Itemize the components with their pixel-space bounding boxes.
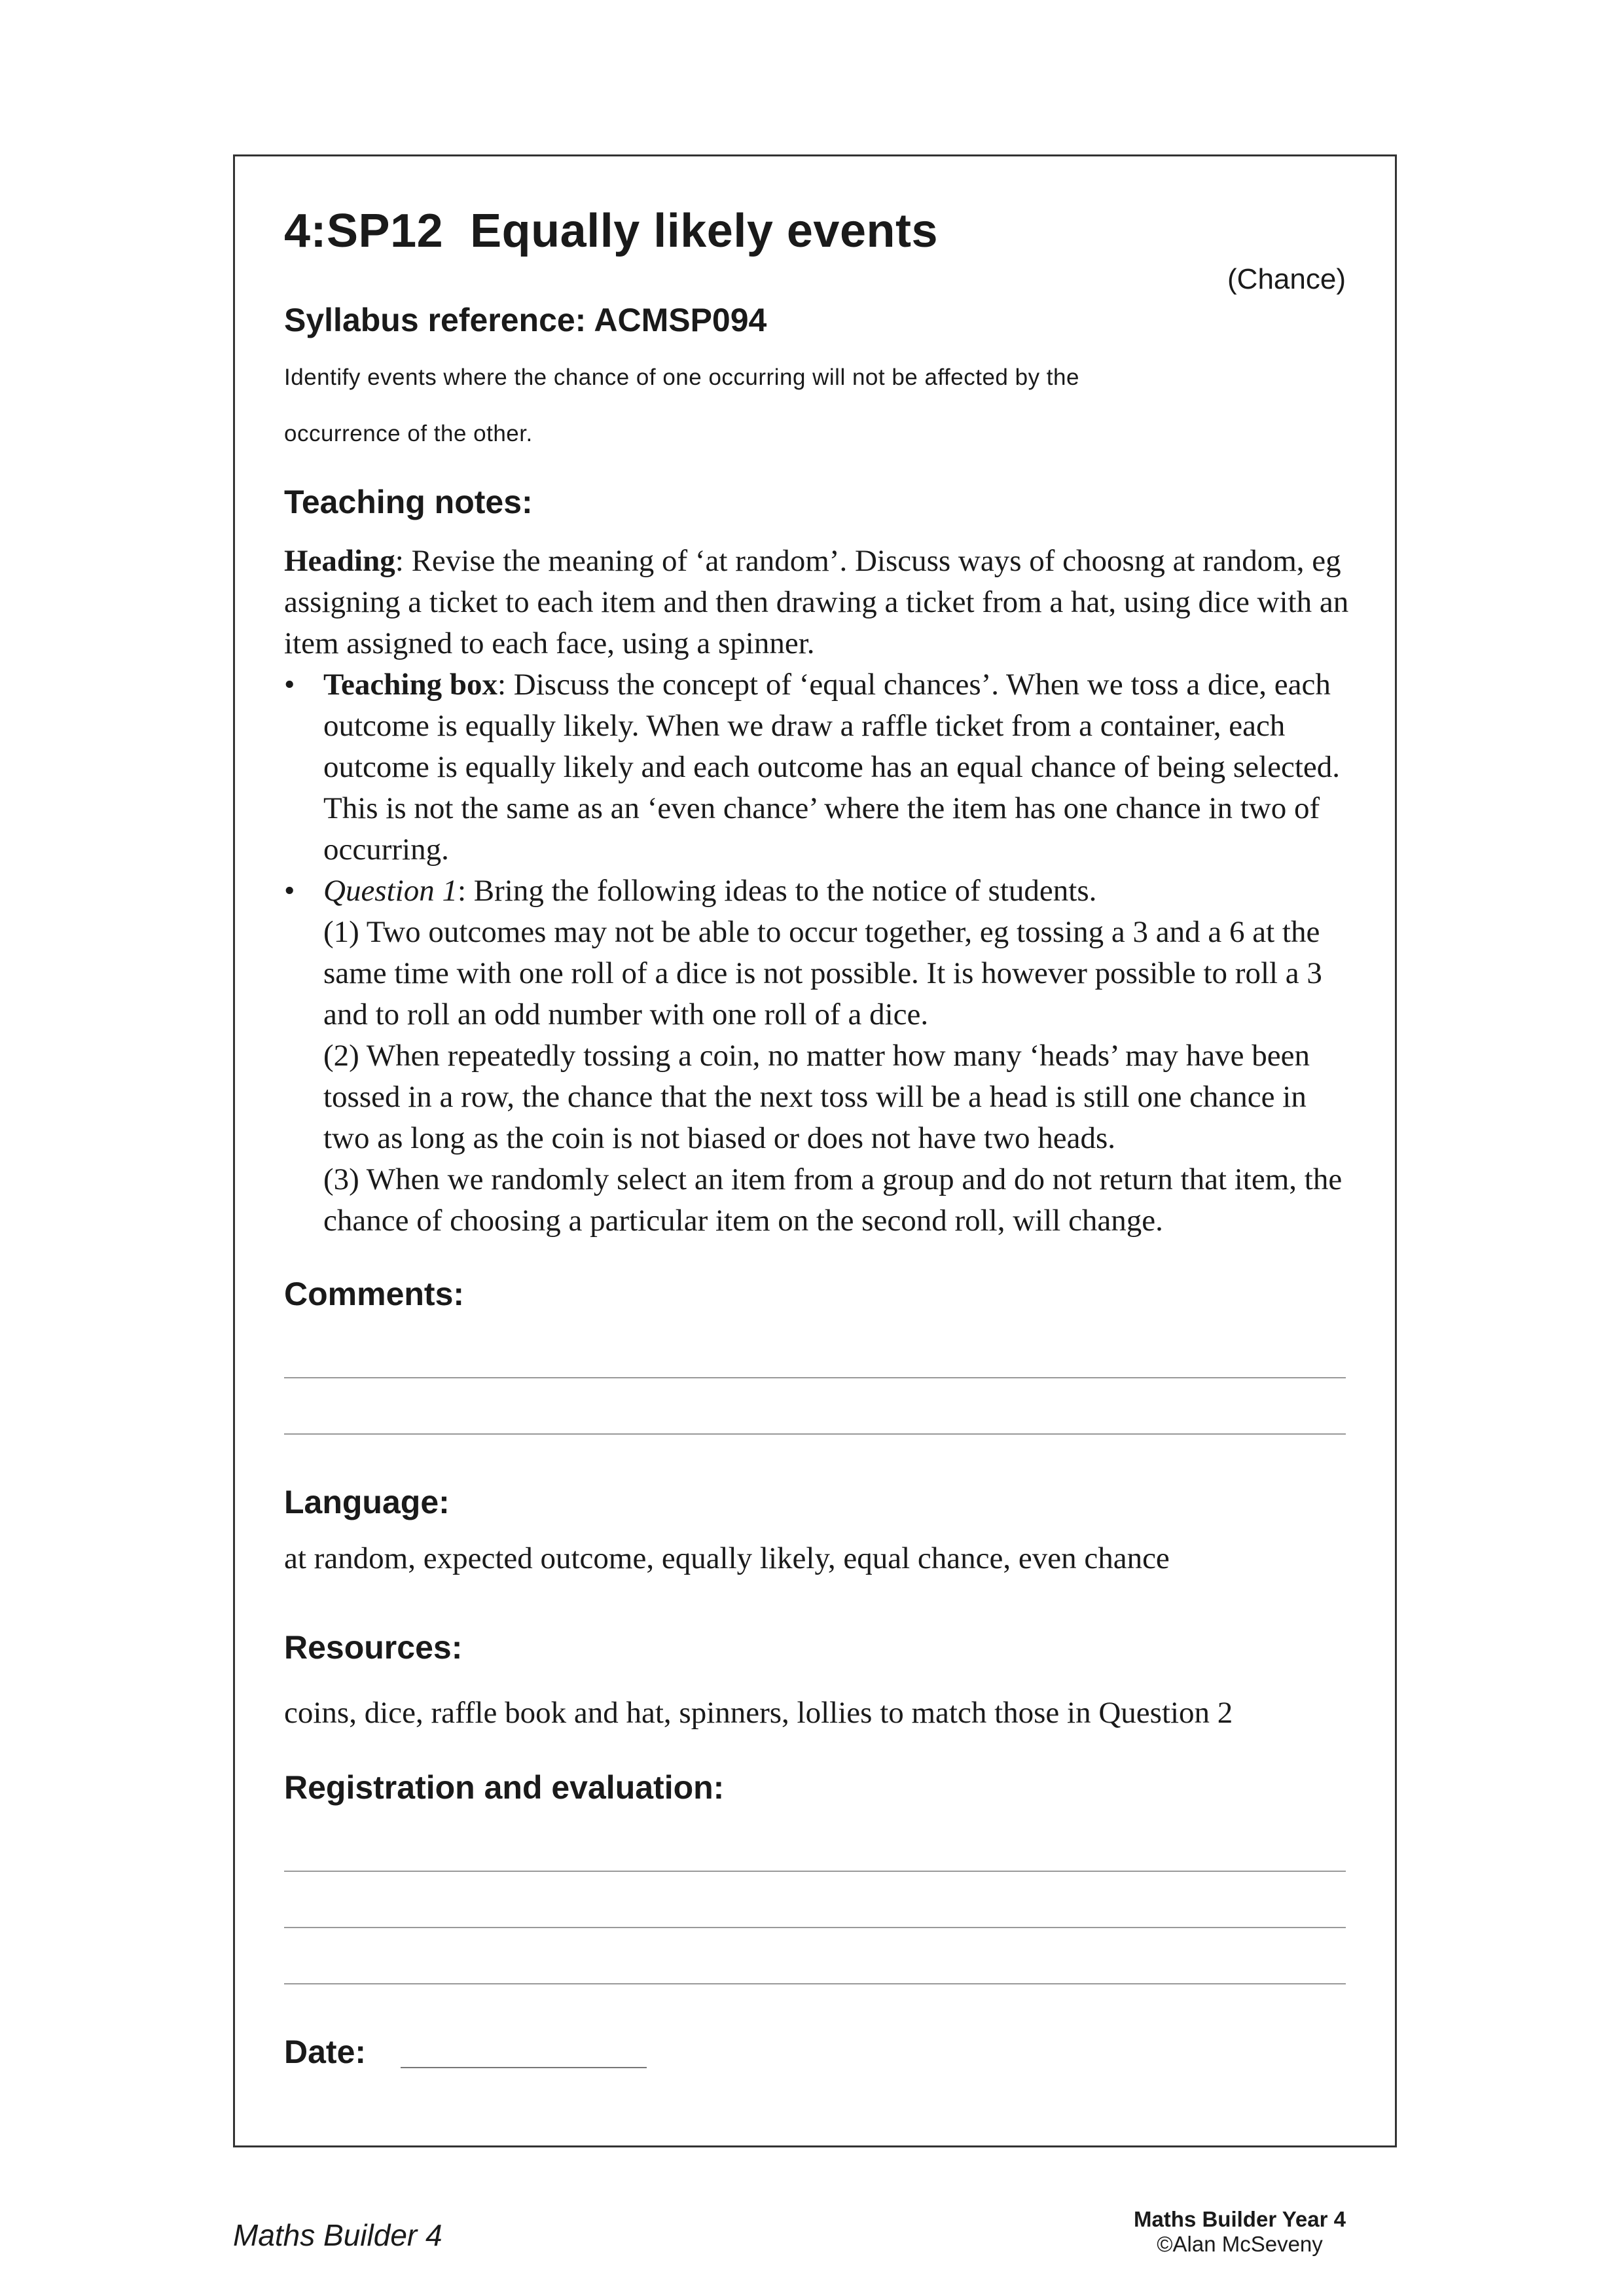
heading-note: [284, 541, 1358, 664]
registration-line-3: [284, 1983, 1346, 1984]
footer-book-title: Maths Builder Year 4: [1133, 2207, 1346, 2231]
comments-line-1: [284, 1377, 1346, 1378]
teaching-box-bullet: [284, 664, 1358, 870]
question-1-point-2: (2) When repeatedly tossing a coin, no matter how many ‘heads’ may have been tossed in a row, the chance that the next toss will be a head is still one chance in two as long as the coin is not biased or does not have two heads.: [323, 1039, 1310, 1155]
resources-heading: Resources:: [284, 1629, 463, 1666]
date-label: Date:: [284, 2034, 367, 2070]
question-1-text: : Bring the following ideas to the notice of students.: [457, 874, 1097, 908]
footer-book-name: Maths Builder 4: [233, 2218, 442, 2252]
registration-heading: Registration and evaluation:: [284, 1769, 725, 1806]
footer-copyright: ©Alan McSeveny: [1157, 2232, 1323, 2256]
teaching-box-text: : Discuss the concept of ‘equal chances’. When we toss a dice, each outcome is equally likely. When we draw a raffle ticket from a container, each outcome is equally likely and each outcome has an equal chance of being selected. This is not the same as an ‘even chance’ where the item has one chance in two of occurring.: [323, 668, 1340, 867]
teaching-notes-body: [284, 541, 1358, 1242]
comments-line-2: [284, 1433, 1346, 1435]
question-1-label: Question 1: [323, 874, 458, 908]
heading-note-text: : Revise the meaning of ‘at random’. Discuss ways of choosng at random, eg assigning a ticket to each item and then drawing a ticket from a hat, using dice with an item assigned to each face, using a spinner.: [284, 544, 1349, 660]
syllabus-text-line-1: Identify events where the chance of one occurring will not be affected by the: [284, 365, 1079, 390]
resources-text: coins, dice, raffle book and hat, spinners, lollies to match those in Question 2: [284, 1696, 1233, 1730]
question-1-point-3: (3) When we randomly select an item from a group and do not return that item, the chance of choosing a particular item on the second roll, will change.: [323, 1162, 1343, 1238]
question-1-point-1: (1) Two outcomes may not be able to occur together, eg tossing a 3 and a 6 at the same time with one roll of a dice is not possible. It is however possible to roll a 3 and to roll an odd number with one roll of a dice.: [323, 915, 1322, 1031]
page-title: 4:SP12 Equally likely events: [284, 205, 939, 257]
heading-note-label: Heading: [284, 544, 395, 578]
language-heading: Language:: [284, 1484, 450, 1520]
bullet-icon: •: [284, 668, 295, 702]
strand-label: (Chance): [1227, 263, 1346, 295]
footer-credit: [1134, 2207, 1346, 2257]
registration-line-1: [284, 1871, 1346, 1872]
registration-line-2: [284, 1927, 1346, 1928]
comments-heading: Comments:: [284, 1276, 465, 1312]
teaching-notes-heading: Teaching notes:: [284, 484, 533, 520]
teaching-box-label: Teaching box: [323, 668, 497, 702]
language-text: at random, expected outcome, equally likely, equal chance, even chance: [284, 1541, 1170, 1575]
bullet-icon: •: [284, 874, 295, 908]
syllabus-text-line-2: occurrence of the other.: [284, 421, 533, 446]
date-line: [401, 2067, 647, 2068]
syllabus-heading: Syllabus reference: ACMSP094: [284, 302, 767, 338]
question-1-bullet: [284, 870, 1358, 912]
